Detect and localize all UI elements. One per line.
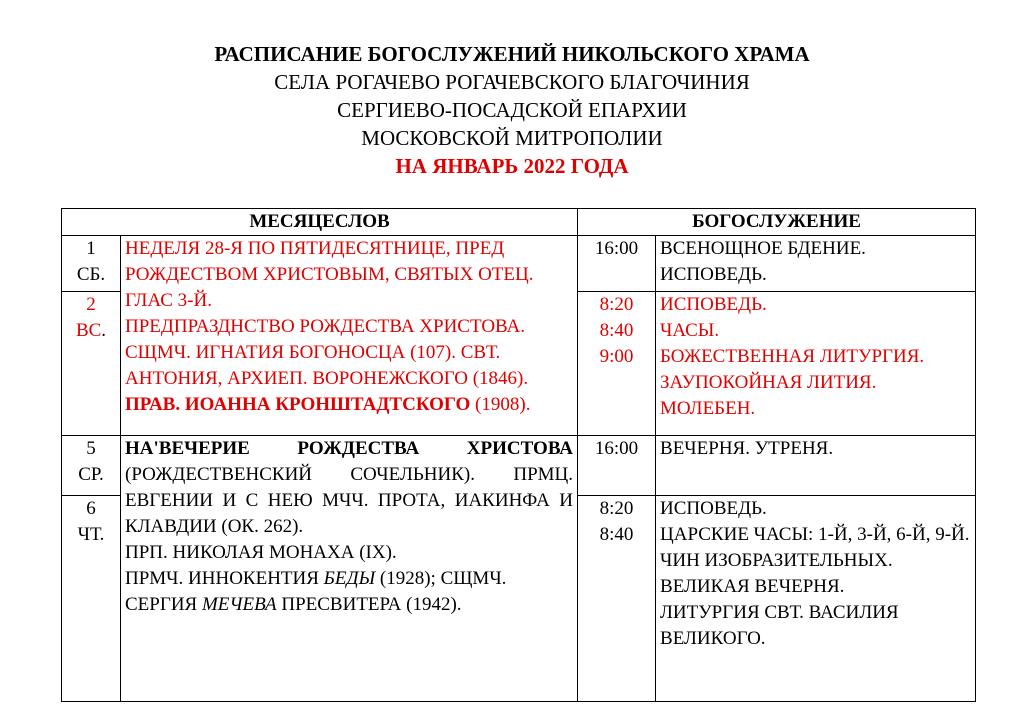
weekday: ВС: [75, 320, 102, 341]
date-cell: [62, 236, 121, 292]
calendar-text: МЕЧЕВА: [201, 594, 277, 615]
calendar-cell: [121, 436, 578, 702]
calendar-text: ПРЕДПРАЗДНСТВО РОЖДЕСТВА ХРИСТОВА. СЩМЧ. ИГНАТИЯ БОГОНОСЦА (107). СВТ. АНТОНИЯ, АРХИЕП. ВОРОНЕЖСКОГО (1846).: [125, 316, 529, 389]
service-time: 16:00: [594, 438, 639, 459]
calendar-text: НЕДЕЛЯ 28-Я ПО ПЯТИДЕСЯТНИЦЕ, ПРЕД РОЖДЕСТВОМ ХРИСТОВЫМ, СВЯТЫХ ОТЕЦ. ГЛАС 3-Й.: [125, 238, 534, 311]
service-item: ЧИН ИЗОБРАЗИТЕЛЬНЫХ.: [660, 550, 893, 571]
time-cell: [578, 436, 656, 496]
weekday: ЧТ.: [77, 524, 105, 545]
service-item: ЦАРСКИЕ ЧАСЫ: 1-Й, 3-Й, 6-Й, 9-Й.: [660, 524, 970, 545]
service-time: 8:20: [599, 294, 634, 315]
weekday: СР.: [78, 464, 104, 485]
header-calendar: МЕСЯЦЕСЛОВ: [62, 209, 578, 236]
service-item: ЧАСЫ.: [660, 320, 720, 341]
calendar-text: (РОЖДЕСТВЕНСКИЙ СОЧЕЛЬНИК). ПРМЦ. ЕВГЕНИИ И С НЕЮ МЧЧ. ПРОТА, ИАКИНФА И КЛАВДИИ (ОК. 262).: [125, 464, 574, 537]
calendar-text: ПРЕСВИТЕРА (1942).: [281, 594, 462, 615]
calendar-text: (1928); СЩМЧ.: [379, 568, 507, 589]
weekday: СБ.: [76, 264, 106, 285]
service-time: 9:00: [599, 346, 634, 367]
service-time: 8:20: [599, 498, 634, 519]
date-cell: [62, 436, 121, 496]
time-cell: [578, 236, 656, 292]
service-item: ВСЕНОЩНОЕ БДЕНИЕ.: [660, 238, 866, 259]
calendar-text: СЕРГИЯ: [125, 594, 198, 615]
day-number: 5: [86, 438, 96, 459]
header-service: БОГОСЛУЖЕНИЕ: [578, 209, 976, 236]
service-item: ЛИТУРГИЯ СВТ. ВАСИЛИЯ ВЕЛИКОГО.: [660, 602, 899, 649]
service-item: МОЛЕБЕН.: [660, 398, 756, 419]
header-month: НА ЯНВАРЬ 2022 ГОДА: [395, 154, 629, 178]
calendar-saint: ПРАВ. ИОАННА КРОНШТАДТСКОГО: [125, 394, 471, 415]
service-time: 8:40: [599, 524, 634, 545]
service-item: ИСПОВЕДЬ.: [660, 498, 767, 519]
calendar-text: (1908).: [475, 394, 531, 415]
header-eparchy: СЕРГИЕВО-ПОСАДСКОЙ ЕПАРХИИ: [337, 98, 687, 122]
service-time: 8:40: [599, 320, 634, 341]
day-number: 6: [86, 498, 96, 519]
day-number: 2: [86, 294, 96, 315]
service-item: БОЖЕСТВЕННАЯ ЛИТУРГИЯ.: [660, 346, 925, 367]
service-cell: [656, 292, 976, 436]
service-item: ИСПОВЕДЬ.: [660, 264, 767, 285]
time-cell: [578, 292, 656, 436]
calendar-text: ПРП. НИКОЛАЯ МОНАХА (IX).: [125, 542, 397, 563]
table-header-row: [62, 209, 976, 236]
table-row: [62, 236, 976, 292]
schedule-header: [0, 40, 1024, 180]
service-cell: [656, 496, 976, 702]
day-number: 1: [86, 238, 96, 259]
time-cell: [578, 496, 656, 702]
service-cell: [656, 236, 976, 292]
service-time: 16:00: [594, 238, 639, 259]
calendar-text: ПРМЧ. ИННОКЕНТИЯ: [125, 568, 319, 589]
service-item: ВЕЧЕРНЯ. УТРЕНЯ.: [660, 438, 834, 459]
calendar-cell: [121, 236, 578, 436]
header-metropolis: МОСКОВСКОЙ МИТРОПОЛИИ: [361, 126, 663, 150]
calendar-feast: НА'ВЕЧЕРИЕ РОЖДЕСТВА ХРИСТОВА: [125, 438, 574, 459]
service-cell: [656, 436, 976, 496]
date-cell: [62, 496, 121, 702]
calendar-text: БЕДЫ: [323, 568, 376, 589]
table-row: [62, 436, 976, 496]
header-village: СЕЛА РОГАЧЕВО РОГАЧЕВСКОГО БЛАГОЧИНИЯ: [274, 70, 750, 94]
service-item: ВЕЛИКАЯ ВЕЧЕРНЯ.: [660, 576, 845, 597]
schedule-table: [61, 208, 976, 702]
date-cell: 2 ВС.: [62, 292, 121, 436]
service-item: ЗАУПОКОЙНАЯ ЛИТИЯ.: [660, 372, 877, 393]
header-title: РАСПИСАНИЕ БОГОСЛУЖЕНИЙ НИКОЛЬСКОГО ХРАМА: [214, 42, 810, 66]
service-item: ИСПОВЕДЬ.: [660, 294, 767, 315]
